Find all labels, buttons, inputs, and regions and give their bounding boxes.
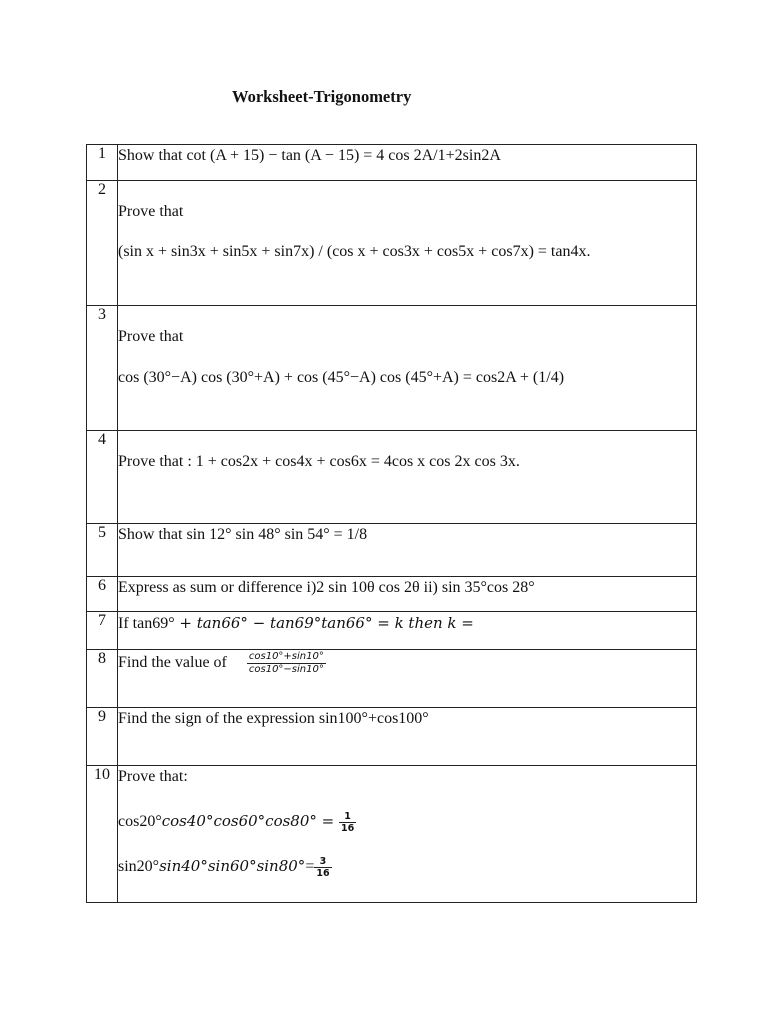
question-number: 5 bbox=[87, 524, 118, 577]
question-text: Prove that bbox=[118, 203, 184, 220]
table-row bbox=[87, 181, 697, 306]
question-text: Prove that: bbox=[118, 768, 188, 785]
equals-sign: = bbox=[305, 858, 315, 876]
fraction-expression bbox=[339, 811, 356, 834]
fraction-expression bbox=[314, 856, 331, 879]
question-number: 10 bbox=[87, 766, 118, 903]
question-text: Find the value of bbox=[118, 654, 227, 672]
table-row bbox=[87, 650, 697, 708]
question-number: 8 bbox=[87, 650, 118, 708]
table-row bbox=[87, 766, 697, 903]
table-row bbox=[87, 145, 697, 181]
question-number: 7 bbox=[87, 612, 118, 650]
question-text: Express as sum or difference i)2 sin 10θ cos 2θ ii) sin 35°cos 28° bbox=[118, 579, 535, 596]
table-row bbox=[87, 708, 697, 766]
question-text: Show that sin 12° sin 48° sin 54° = 1/8 bbox=[118, 526, 368, 543]
table-row bbox=[87, 524, 697, 577]
fraction-denominator: 16 bbox=[316, 868, 330, 879]
equation-expression: sin40°sin60°sin80° bbox=[159, 857, 306, 876]
question-text: Prove that bbox=[118, 328, 184, 345]
question-number: 9 bbox=[87, 708, 118, 766]
question-number: 4 bbox=[87, 431, 118, 524]
fraction-denominator: cos10°−sin10° bbox=[248, 664, 324, 675]
questions-table bbox=[86, 144, 697, 903]
question-text: If tan69° bbox=[118, 615, 175, 632]
equation-prefix: cos20° bbox=[118, 813, 162, 831]
fraction-numerator: cos10°+sin10° bbox=[248, 651, 324, 662]
table-row bbox=[87, 612, 697, 650]
question-number: 6 bbox=[87, 577, 118, 612]
question-number: 3 bbox=[87, 306, 118, 431]
equation-prefix: sin20° bbox=[118, 858, 160, 876]
question-expression: + tan66° − tan69°tan66° = k then k = bbox=[174, 614, 474, 632]
question-text: Prove that : 1 + cos2x + cos4x + cos6x = 4cos x cos 2x cos 3x. bbox=[118, 453, 520, 470]
fraction-denominator: 16 bbox=[341, 823, 355, 834]
table-row bbox=[87, 577, 697, 612]
question-expression: cos (30°−A) cos (30°+A) + cos (45°−A) cos (45°+A) = cos2A + (1/4) bbox=[118, 369, 565, 386]
table-row bbox=[87, 431, 697, 524]
worksheet-title: Worksheet-Trigonometry bbox=[232, 87, 412, 106]
fraction-expression bbox=[247, 651, 326, 676]
table-row bbox=[87, 306, 697, 431]
fraction-numerator: 3 bbox=[319, 856, 327, 867]
question-expression: (sin x + sin3x + sin5x + sin7x) / (cos x + cos3x + cos5x + cos7x) = tan4x. bbox=[118, 243, 591, 260]
question-number: 1 bbox=[87, 145, 118, 181]
equation-expression: cos40°cos60°cos80° = bbox=[161, 812, 339, 831]
fraction-numerator: 1 bbox=[344, 811, 351, 822]
question-text: Find the sign of the expression sin100°+cos100° bbox=[118, 710, 429, 727]
question-number: 2 bbox=[87, 181, 118, 306]
question-text: Show that cot (A + 15) − tan (A − 15) = 4 cos 2A/1+2sin2A bbox=[118, 147, 501, 164]
